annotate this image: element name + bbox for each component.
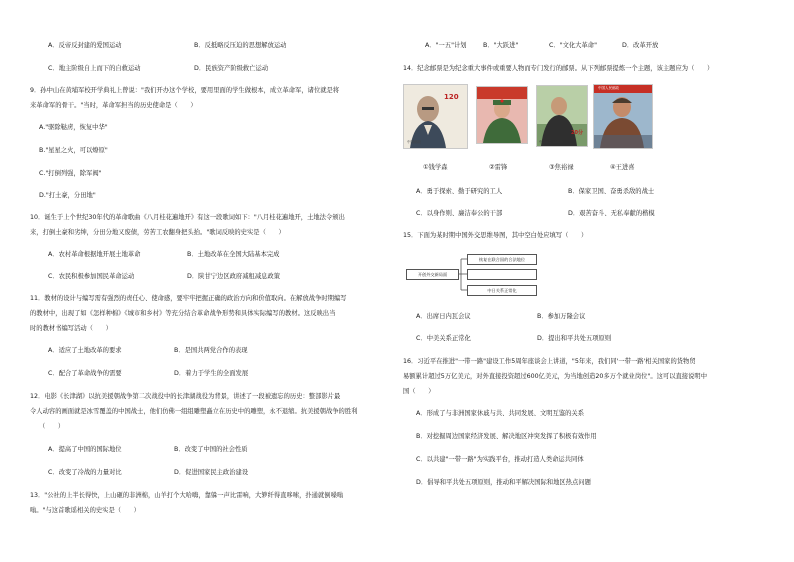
q10-option-c: C．农民积极参加国民革命运动 — [48, 273, 135, 280]
q11-option-a: A．适应了土地改革的要求 — [48, 347, 122, 354]
q15-option-b: B．参加万隆会议 — [537, 313, 586, 320]
q9-option-d: D."打土豪，分田地" — [39, 192, 96, 199]
stamp-qian-xuesen — [403, 84, 468, 149]
mind-map-branch-bottom: 中日关系正常化 — [467, 285, 537, 296]
soldier-image — [477, 87, 527, 143]
q13-option-c: C．"文化大革命" — [549, 42, 597, 49]
q15-option-c: C．中美关系正常化 — [416, 335, 471, 342]
q13-option-d: D．改革开放 — [622, 42, 659, 49]
q16-stem-line2: 易额累计超过5万亿美元，对外直接投资超过600亿美元，为当地创造20多万个就业岗位"。这可以直接说明中 — [403, 373, 707, 380]
q14-option-c: C．以身作则、廉洁奉公的干部 — [416, 210, 503, 217]
q11-option-c: C．配合了革命战争的需要 — [48, 370, 122, 377]
stamp-caption-1: ①钱学森 — [423, 164, 448, 171]
q13-option-a: A．"一五"计划 — [425, 42, 467, 49]
q16-option-b: B．对挖掘周边国家经济发展、解决地区冲突发挥了积极有效作用 — [416, 433, 597, 440]
q15-option-d: D．提出和平共处五项原则 — [537, 335, 612, 342]
q9-stem-line1: 9．孙中山在黄埔军校开学典礼上曾说："我们开办这个学校，要用里面的学生做根本，成立革命军，诸位就是将 — [30, 87, 340, 94]
q16-stem-line3: 国（ ） — [403, 388, 435, 395]
stamp-wang-jinxi — [593, 84, 653, 149]
q12-option-a: A．提高了中国的国际地位 — [48, 446, 122, 453]
q8-option-c: C．地主阶级自上而下的自救运动 — [48, 65, 141, 72]
q9-option-c: C."打倒列强，除军阀" — [39, 170, 102, 177]
q13-stem-line2: 嗡。"与这首歌谣相关的史实是（ ） — [30, 507, 140, 514]
q10-option-a: A．农村革命根据地开展土地革命 — [48, 251, 141, 258]
q12-option-d: D．促进国家民主政治建设 — [174, 469, 249, 476]
stamp-issuer: 中国邮政 CHINA — [539, 140, 563, 144]
q14-option-a: A．勇于探索、勤于研究的工人 — [416, 188, 503, 195]
q16-option-a: A．形成了与非洲国家休戚与共、共同发展、文明互鉴的关系 — [416, 410, 585, 417]
q16-option-d: D．倡导和平共处五项原则，推动和平解决国际和地区热点问题 — [416, 479, 591, 486]
q10-option-d: D．陕甘宁边区政府减租减息政策 — [187, 273, 281, 280]
stamp-lei-feng — [476, 86, 528, 144]
q9-stem-line2: 来革命军的骨干。"当时，革命军担当的历史使命是（ ） — [30, 102, 197, 109]
q16-stem-line1: 16．习近平在推进"一带一路"建设工作5周年座谈会上讲道，"5年来，我们同'一带一路'相关国家的货物贸 — [403, 358, 696, 365]
q11-stem-line3: 时的教材书编写活动（ ） — [30, 325, 112, 332]
q10-stem-line1: 10．诞生于上个世纪30年代的革命歌曲《八月桂花遍地开》有这一段歌词如下："八月桂花遍地开，土地法令颁出 — [30, 214, 345, 221]
q10-option-b: B．土地改革在全国大陆基本完成 — [187, 251, 280, 258]
q8-option-a: A．反帝反封建的爱国运动 — [48, 42, 122, 49]
stamp-value: 20分 — [571, 130, 583, 136]
stamp-caption-4: ④王进喜 — [610, 164, 635, 171]
q15-stem: 15．下面为某时期中国外交思维导图，其中空白处应填写（ ） — [403, 232, 588, 239]
stamp-issuer: 中国邮政 — [407, 140, 421, 144]
q16-option-c: C．以共建"一带一路"为实践平台，推动打造人类命运共同体 — [416, 456, 584, 463]
q12-option-b: B．改变了中国的社会性质 — [174, 446, 248, 453]
mind-map-root: 开创外交新局面 — [406, 269, 459, 280]
q15-option-a: A．出席日内瓦会议 — [416, 313, 471, 320]
stamp-caption-2: ②雷锋 — [489, 164, 508, 171]
mind-map-branch-top: 恢复在联合国的合法地位 — [467, 254, 537, 265]
q14-option-b: B．保家卫国、奋勇杀敌的战士 — [568, 188, 655, 195]
q10-stem-line2: 来，打倒土豪和劣绅，分田分地又废债，劳苦工农翻身把头抬。"歌词反映的史实是（ ） — [30, 229, 285, 236]
q9-option-a: A."驱除鞑虏，恢复中华" — [39, 124, 108, 131]
q11-stem-line2: 的教材中，出现了如《怎样种棉》《城市和乡村》等充分结合革命战争形势和具体实际编写的教材。这反映出当 — [30, 310, 336, 317]
q14-stem: 14．纪念邮票是为纪念重大事件或重要人物而专门发行的邮票。从下列邮票提炼一个主题，该主题应为（ ） — [403, 65, 714, 72]
q11-option-d: D．着力于学生的全面发展 — [174, 370, 249, 377]
stamp-value: 120 — [444, 93, 459, 101]
q13-option-b: B．"大跃进" — [483, 42, 519, 49]
stamp-caption-3: ③焦裕禄 — [549, 164, 574, 171]
stamp-jiao-yulu — [536, 85, 588, 147]
q12-option-c: C．改变了冷战的力量对比 — [48, 469, 122, 476]
worker-image — [594, 85, 652, 148]
portrait-image — [537, 86, 587, 146]
q13-stem-line1: 13．"公社的上半长得快，上山砸的非洲棉，山羊打个大哈嗨，靠躲一声比雷响，大箩纤得直哆嗦，扑通就倒嗓嗡 — [30, 492, 344, 499]
q9-option-b: B."星星之火，可以燎原" — [39, 147, 108, 154]
q12-stem-line2: 令人动容的画面就是冰雪覆盖的中国战士，他们仿佛一组组雕塑矗立在历史中的雕塑，永不退缩。抗美援朝战争的胜利 — [30, 408, 358, 415]
q12-stem-line3: （ ） — [39, 423, 65, 430]
mind-map-branch-blank — [467, 269, 537, 280]
q11-option-b: B．是国共两党合作的表现 — [174, 347, 248, 354]
q14-option-d: D．艰苦奋斗、无私奉献的楷模 — [568, 210, 655, 217]
q8-option-d: D．民族资产阶级救亡运动 — [194, 65, 269, 72]
q8-option-b: B．反抵略反压迫的思想解放运动 — [194, 42, 287, 49]
q11-stem-line1: 11．教材的设计与编写需有强烈的责任心、使命感，要牢牢把握正确的政治方向和价值取向。在解放战争时期编写 — [30, 295, 347, 302]
q12-stem-line1: 12．电影《长津湖》以抗美援朝战争第二次战役中的长津湖战役为背景，讲述了一段被遗忘的历史：整部影片最 — [30, 393, 341, 400]
stamp-issuer: 中国人民邮政 — [598, 86, 619, 90]
